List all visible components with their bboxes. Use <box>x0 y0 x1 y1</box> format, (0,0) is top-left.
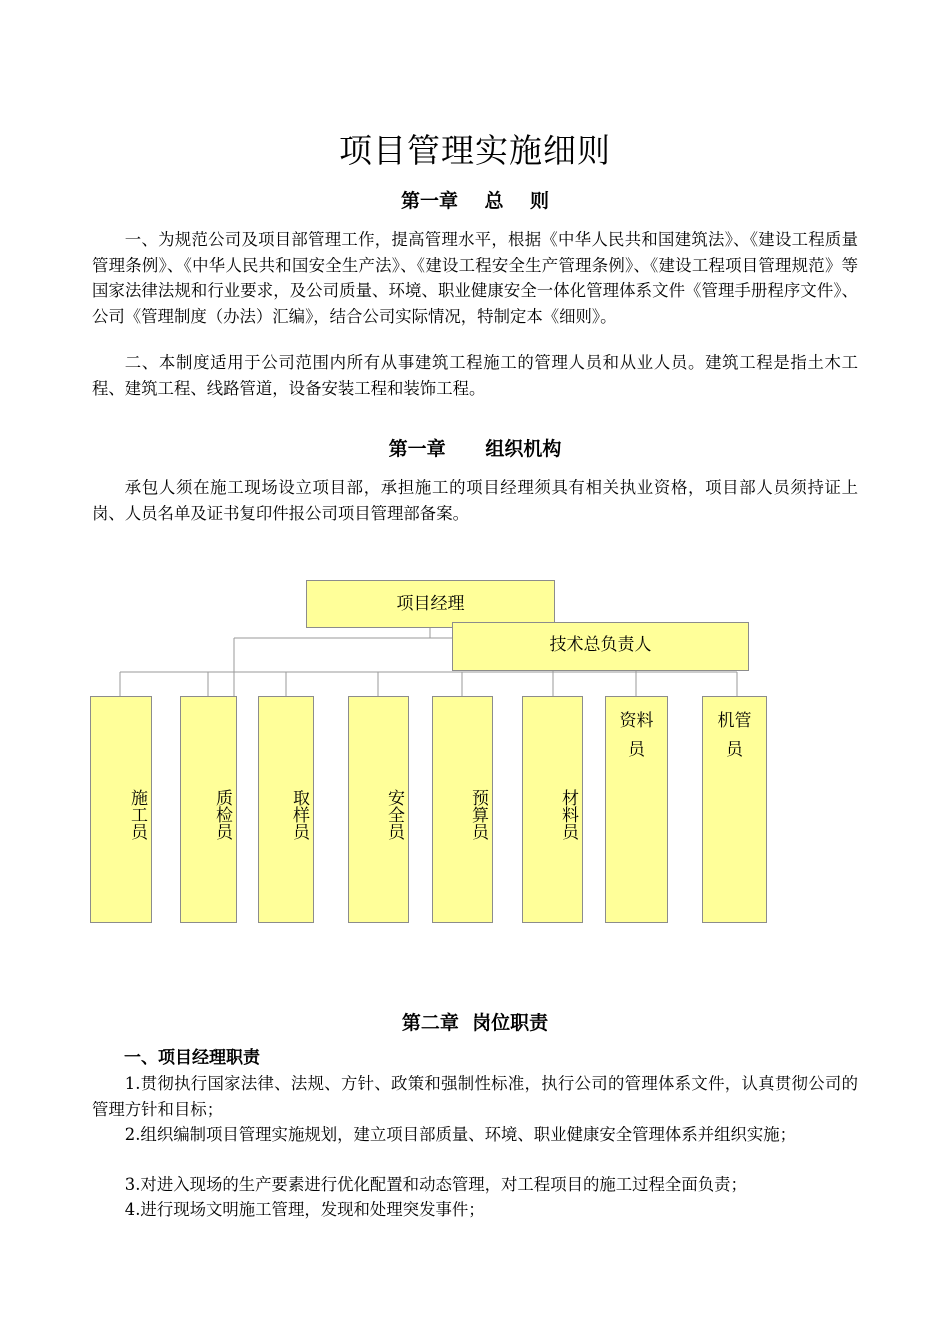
org-box-staff-1 <box>90 696 152 923</box>
org-box-staff-3-label: 取样员 <box>289 789 309 840</box>
org-box-staff-5 <box>432 696 493 923</box>
chapter-1-paragraph-2: 二、本制度适用于公司范围内所有从事建筑工程施工的管理人员和从业人员。建筑工程是指土木工程、建筑工程、线路管道，设备安装工程和装饰工程。 <box>92 353 858 398</box>
org-box-staff-4-label: 安全员 <box>384 789 404 840</box>
org-box-staff-7 <box>605 696 668 923</box>
chapter-2-item-3: 3.对进入现场的生产要素进行优化配置和动态管理，对工程项目的施工过程全面负责； <box>124 1175 747 1194</box>
org-box-staff-4 <box>348 696 409 923</box>
org-box-project-manager <box>306 580 555 628</box>
org-box-tech-lead <box>452 622 749 671</box>
org-box-staff-6 <box>522 696 583 923</box>
chapter-1-paragraph-1: 一、为规范公司及项目部管理工作，提高管理水平，根据《中华人民共和国建筑法》、《建设工程质量管理条例》、《中华人民共和国安全生产法》、《建设工程安全生产管理条例》、《建设工程项目管理规范》等国家法律法规和行业要求，及公司质量、环境、职业健康安全一体化管理体系文件《管理手册程序文件》、公司《管理制度（办法）汇编》，结合公司实际情况，特制定本《细则》。 <box>92 230 858 326</box>
org-box-staff-6-label: 材料员 <box>558 789 578 840</box>
chapter-2-item-4: 4.进行现场文明施工管理，发现和处理突发事件； <box>124 1200 485 1219</box>
chapter-2-item-1: 1.贯彻执行国家法律、法规、方针、政策和强制性标准，执行公司的管理体系文件，认真贯彻公司的管理方针和目标； <box>92 1074 858 1119</box>
chapter-2-heading: 第二章 岗位职责 <box>401 1012 549 1034</box>
chapter-org-paragraph: 承包人须在施工现场设立项目部，承担施工的项目经理须具有相关执业资格，项目部人员须持证上岗、人员名单及证书复印件报公司项目管理部备案。 <box>92 478 858 523</box>
chapter-2-item-2: 2.组织编制项目管理实施规划，建立项目部质量、环境、职业健康安全管理体系并组织实施； <box>124 1125 797 1144</box>
org-box-tech-lead-label: 技术总负责人 <box>549 635 652 655</box>
org-box-staff-2 <box>180 696 237 923</box>
chapter-2-subheading: 一、项目经理职责 <box>124 1048 260 1068</box>
org-box-staff-8-label: 机管员 <box>717 711 752 760</box>
org-box-staff-3 <box>258 696 314 923</box>
chapter-org-heading: 第一章 组织机构 <box>388 438 562 460</box>
org-box-staff-2-label: 质检员 <box>212 789 232 840</box>
org-box-staff-1-label: 施工员 <box>127 789 147 840</box>
org-box-staff-7-label: 资料员 <box>619 711 654 760</box>
chapter-1-heading: 第一章 总 则 <box>401 190 549 212</box>
org-box-staff-8 <box>702 696 767 923</box>
org-box-staff-5-label: 预算员 <box>468 789 488 840</box>
document-title: 项目管理实施细则 <box>339 131 611 170</box>
org-box-project-manager-label: 项目经理 <box>396 594 465 614</box>
